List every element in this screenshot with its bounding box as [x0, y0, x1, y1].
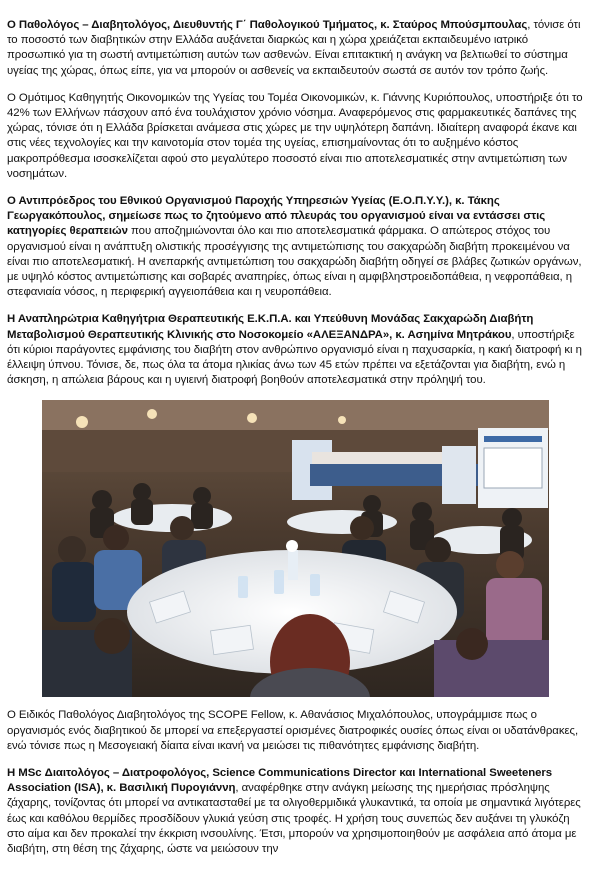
paragraph-text: , τόνισε ότι το ποσοστό των διαβητικών στην Ελλάδα αυξάνεται διαρκώς και η χώρα χρειάζεται εκπαιδευμένο ιατρικό προσωπικό για τη σωστή αντιμετώπιση αυτών των ασθενών. Είναι επιτακτική η ανάγκη να βελτιωθεί το σύστημα υγείας της χώρας, όπως είπε, για να μπορούν οι ασθενείς να εκπαιδευτούν σωστά σε αυτόν τον τρόπο ζωής.	[7, 19, 581, 77]
paragraph-michalopoulos	[7, 708, 587, 754]
paragraph-text: , υποστήριξε ότι κύριοι παράγοντες εμφάνισης του διαβήτη στον ανθρώπινο οργανισμό είναι η παχυσαρκία, η κακή διατροφή κι η έλλειψη ύπνου. Τόνισε, δε, πως όλα τα άτομα ηλικίας άνω των 45 ετών πρέπει να εξετάζονται για διαβήτη, ενώ η άσκηση, η απώλεια βάρους και η υγιεινή διατροφή βοηθούν αποτελεσματικά στην πρόληψή του.	[7, 328, 582, 387]
paragraph-text: Ο Ειδικός Παθολόγος Διαβητολόγος της SCOPE Fellow, κ. Αθανάσιος Μιχαλόπουλος, υπογράμμισε πως ο οργανισμός ενός διαβητικού δε μπορεί να επεξεργαστεί ορισμένες διατροφικές ουσίες όπως είναι οι υδατάνθρακες, ενώ τόνισε πως η Μεσογειακή δίαιτα είναι ικανή να μειώσει τις πιθανότητες εμφάνισης διαβήτη.	[7, 709, 579, 752]
article-body	[7, 18, 587, 869]
speaker-name-georgakopoulos: Ο Αντιπρόεδρος του Εθνικού Οργανισμού Παροχής Υπηρεσιών Υγείας (Ε.Ο.Π.Υ.Υ.), κ. Τάκης Γεωργακόπουλος, σημείωσε πως το ζητούμενο από πλευράς του οργανισμού είναι να εντάσσει στις κατηγορίες θεραπειών	[7, 195, 546, 238]
speaker-name-bousboulas: Ο Παθολόγος – Διαβητολόγος, Διευθυντής Γ΄ Παθολογικού Τμήματος, κ. Σταύρος Μπούσμπουλας	[7, 19, 528, 31]
paragraph-pyrogianni	[7, 766, 587, 857]
paragraph-text: που αποζημιώνονται όλο και πιο αποτελεσματικά φάρμακα. Ο απώτερος στόχος του οργανισμού είναι η ανάπτυξη ολιστικής προσέγγισης της αντιμετώπισης του σακχαρώδη διαβήτη προκειμένου να είναι πιο αποτελεσματική. Η ανεπαρκής αντιμετώπιση του σακχαρώδη διαβήτη οδηγεί σε βλάβες ζωτικών οργάνων, με υψηλό κόστος αντιμετώπισης και σοβαρές αναπηρίες, όπως είναι η αμφιβληστροειδοπάθεια, η νεφροπάθεια, η στεφανιαία νόσος, η περιφερική αγγειοπάθεια και η νευροπάθεια.	[7, 225, 582, 299]
paragraph-kyriopoulos	[7, 91, 587, 182]
conference-photo	[42, 400, 549, 697]
paragraph-georgakopoulos	[7, 194, 587, 300]
speaker-name-pyrogianni: Η MSc Διαιτολόγος – Διατροφολόγος, Science Communications Director και International Sweeteners Association (ISA), κ. Βασιλική Πυρογιάννη	[7, 767, 553, 795]
paragraph-mitrakou	[7, 312, 587, 388]
paragraph-bousboulas	[7, 18, 587, 79]
paragraph-text: Ο Ομότιμος Καθηγητής Οικονομικών της Υγείας του Τομέα Οικονομικών, κ. Γιάννης Κυριόπουλος, υποστήριξε ότι το 42% των Ελλήνων πάσχουν από ένα τουλάχιστον χρόνιο νόσημα. Αναφερόμενος στις φαρμακευτικές δαπάνες της χώρας, τόνισε ότι η Ελλάδα βρίσκεται ανάμεσα στις χώρες με την υψηλότερη δαπάνη. Ιδιαίτερη αναφορά έκανε και στις νέες τεχνολογίες και την καινοτομία στον τομέα της υγείας, επισημαίνοντας ότι το αυξημένο κόστος μακροπρόθεσμα ισοσκελίζεται αφού στο μεγαλύτερο ποσοστό είναι πιο αποτελεσματικές στην αντιμετώπιση των νοσημάτων.	[7, 91, 583, 180]
paragraph-text: , αναφέρθηκε στην ανάγκη μείωσης της ημερήσιας πρόσληψης ζάχαρης, τονίζοντας ότι μπορεί να αντικατασταθεί με τα ολιγοθερμιδικά γλυκαντικά, τα οποία με σημαντικά λιγότερες έως και καθόλου θερμίδες προσδίδουν γλυκιά γεύση στις τροφές. Η χρήση τους συνεπώς δεν αυξάνει τη γλυκόζη στο αίμα και δεν προκαλεί την έκκριση ινσουλίνης. Έτσι, μπορούν να χρησιμοποιηθούν με ασφάλεια από άτομα με διαβήτη, στη θέση της ζάχαρης, ώστε να μειώσουν την	[7, 782, 581, 856]
speaker-name-mitrakou: Η Αναπληρώτρια Καθηγήτρια Θεραπευτικής Ε.Κ.Π.Α. και Υπεύθυνη Μονάδας Σακχαρώδη Διαβήτη Μεταβολισμού Θεραπευτικής Κλινικής στο Νοσοκομείο «ΑΛΕΞΑΝΔΡΑ», κ. Ασημίνα Μητράκου	[7, 313, 534, 341]
